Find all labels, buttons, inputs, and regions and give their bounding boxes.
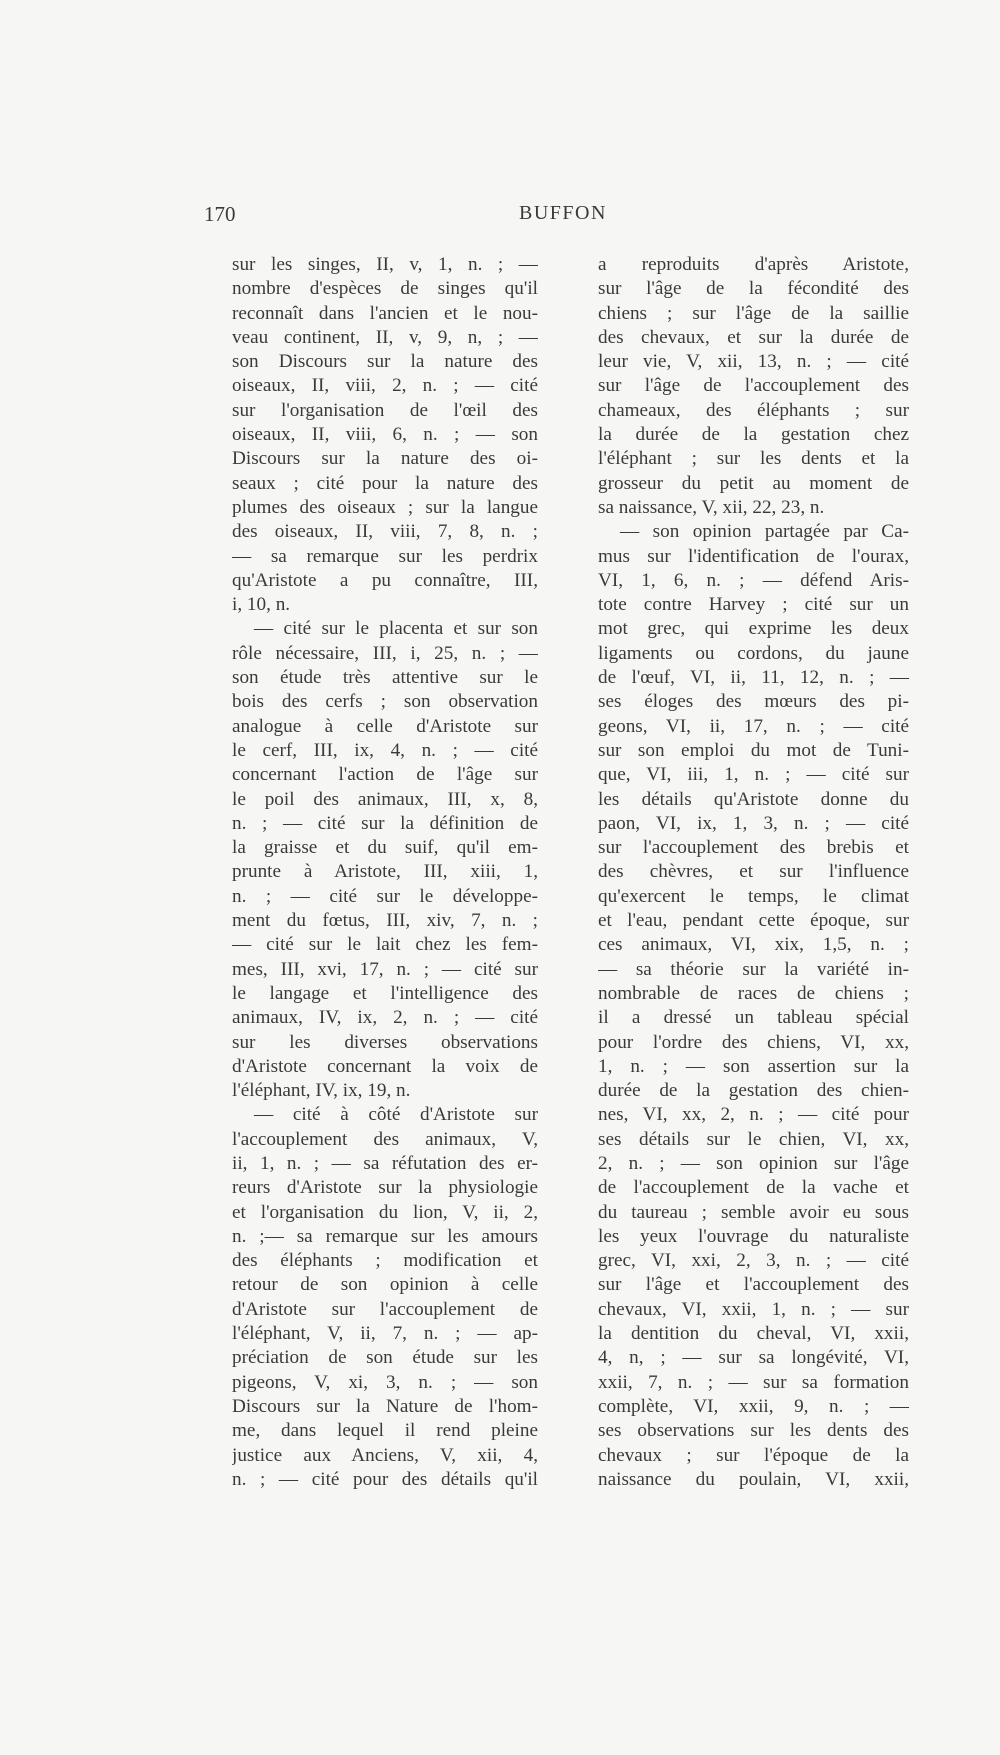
text-line: — cité sur le lait chez les fem- [232, 934, 538, 956]
text-line: mus sur l'identification de l'ourax, [598, 545, 909, 567]
running-title: BUFFON [519, 202, 607, 224]
text-line: des chevaux, et sur la durée de [598, 326, 909, 348]
text-line: geons, VI, ii, 17, n. ; — cité [598, 715, 909, 737]
text-line: les détails qu'Aristote donne du [598, 788, 909, 810]
text-line: oiseaux, II, viii, 2, n. ; — cité [232, 375, 538, 397]
left-text-column [232, 253, 538, 1492]
text-line: — son opinion partagée par Ca- [620, 521, 909, 543]
text-line: ses éloges des mœurs des pi- [598, 691, 909, 713]
text-line: durée de la gestation des chien- [598, 1080, 909, 1102]
text-line: rôle nécessaire, III, i, 25, n. ; — [232, 642, 538, 664]
text-line: concernant l'action de l'âge sur [232, 764, 538, 786]
text-line: sur l'accouplement des brebis et [598, 837, 909, 859]
text-line: n. ; — cité sur la définition de [232, 812, 538, 834]
text-line: qu'Aristote a pu connaître, III, [232, 569, 538, 591]
text-line: animaux, IV, ix, 2, n. ; — cité [232, 1007, 538, 1029]
text-line: sur l'âge de l'accouplement des [598, 375, 909, 397]
text-line: — sa remarque sur les perdrix [232, 545, 538, 567]
text-line: VI, 1, 6, n. ; — défend Aris- [598, 569, 909, 591]
text-line: reconnaît dans l'ancien et le nou- [232, 302, 538, 324]
text-line: 1, n. ; — son assertion sur la [598, 1055, 909, 1077]
text-line: des chèvres, et sur l'influence [598, 861, 909, 883]
text-line: le langage et l'intelligence des [232, 982, 538, 1004]
text-line: ligaments ou cordons, du jaune [598, 642, 909, 664]
text-line: 2, n. ; — son opinion sur l'âge [598, 1152, 909, 1174]
text-line: n. ; — cité pour des détails qu'il [232, 1468, 538, 1490]
text-line: et l'organisation du lion, V, ii, 2, [232, 1201, 538, 1223]
text-line: a reproduits d'après Aristote, [598, 254, 909, 275]
text-line: le poil des animaux, III, x, 8, [232, 788, 538, 810]
text-line: et l'eau, pendant cette époque, sur [598, 910, 909, 932]
text-line: prunte à Aristote, III, xiii, 1, [232, 861, 538, 883]
text-line: sur l'âge de la fécondité des [598, 278, 909, 300]
text-line: de l'œuf, VI, ii, 11, 12, n. ; — [598, 667, 909, 689]
page-number: 170 [204, 202, 236, 226]
right-text-column [598, 253, 909, 1492]
text-line: plumes des oiseaux ; sur la langue [232, 496, 538, 518]
text-line: seaux ; cité pour la nature des [232, 472, 538, 494]
text-line: pour l'ordre des chiens, VI, xx, [598, 1031, 909, 1053]
text-line: nombre d'espèces de singes qu'il [232, 278, 538, 300]
text-line: chevaux, VI, xxii, 1, n. ; — sur [598, 1298, 909, 1320]
text-line: i, 10, n. [232, 594, 291, 616]
text-line: que, VI, iii, 1, n. ; — cité sur [598, 764, 909, 786]
text-line: chiens ; sur l'âge de la saillie [598, 302, 909, 324]
text-line: le cerf, III, ix, 4, n. ; — cité [232, 739, 538, 761]
text-line: ses observations sur les dents des [598, 1420, 909, 1442]
text-line: justice aux Anciens, V, xii, 4, [232, 1444, 538, 1466]
text-line: du taureau ; semble avoir eu sous [598, 1201, 909, 1223]
text-line: l'éléphant ; sur les dents et la [598, 448, 909, 470]
text-line: ii, 1, n. ; — sa réfutation des er- [232, 1152, 538, 1174]
text-line: sur les singes, II, v, 1, n. ; — [232, 254, 538, 275]
text-line: nombrable de races de chiens ; [598, 982, 909, 1004]
text-line: naissance du poulain, VI, xxii, [598, 1468, 909, 1490]
text-line: reurs d'Aristote sur la physiologie [232, 1177, 538, 1199]
text-line: grosseur du petit au moment de [598, 472, 909, 494]
text-line: xxii, 7, n. ; — sur sa formation [598, 1371, 909, 1393]
text-line: — cité sur le placenta et sur son [254, 618, 538, 640]
text-line: — sa théorie sur la variété in- [598, 958, 909, 980]
text-line: 4, n, ; — sur sa longévité, VI, [598, 1347, 909, 1369]
text-line: sur les diverses observations [232, 1031, 538, 1053]
text-line: leur vie, V, xii, 13, n. ; — cité [598, 351, 909, 373]
text-line: l'accouplement des animaux, V, [232, 1128, 538, 1150]
text-line: ment du fœtus, III, xiv, 7, n. ; [232, 910, 538, 932]
text-line: retour de son opinion à celle [232, 1274, 538, 1296]
text-line: sur l'âge et l'accouplement des [598, 1274, 909, 1296]
text-line: chameaux, des éléphants ; sur [598, 399, 909, 421]
text-line: mot grec, qui exprime les deux [598, 618, 909, 640]
text-line: ces animaux, VI, xix, 1,5, n. ; [598, 934, 909, 956]
text-line: bois des cerfs ; son observation [232, 691, 538, 713]
text-line: — cité à côté d'Aristote sur [254, 1104, 538, 1126]
text-line: mes, III, xvi, 17, n. ; — cité sur [232, 958, 538, 980]
text-line: analogue à celle d'Aristote sur [232, 715, 538, 737]
text-line: les yeux l'ouvrage du naturaliste [598, 1225, 909, 1247]
text-line: de l'accouplement de la vache et [598, 1177, 909, 1199]
text-line: complète, VI, xxii, 9, n. ; — [598, 1395, 909, 1417]
text-line: sur l'organisation de l'œil des [232, 399, 538, 421]
text-line: d'Aristote sur l'accouplement de [232, 1298, 538, 1320]
text-line: des oiseaux, II, viii, 7, 8, n. ; [232, 521, 538, 543]
text-line: son Discours sur la nature des [232, 351, 538, 373]
text-line: l'éléphant, V, ii, 7, n. ; — ap- [232, 1323, 538, 1345]
text-line: nes, VI, xx, 2, n. ; — cité pour [598, 1104, 909, 1126]
text-line: d'Aristote concernant la voix de [232, 1055, 538, 1077]
text-line: tote contre Harvey ; cité sur un [598, 594, 909, 616]
text-line: pigeons, V, xi, 3, n. ; — son [232, 1371, 538, 1393]
text-line: sa naissance, V, xii, 22, 23, n. [598, 496, 825, 518]
text-line: qu'exercent le temps, le climat [598, 885, 909, 907]
text-line: n. ;— sa remarque sur les amours [232, 1225, 538, 1247]
text-line: n. ; — cité sur le développe- [232, 885, 538, 907]
text-line: sur son emploi du mot de Tuni- [598, 739, 909, 761]
text-line: des éléphants ; modification et [232, 1250, 538, 1272]
text-line: la graisse et du suif, qu'il em- [232, 837, 538, 859]
text-line: la dentition du cheval, VI, xxii, [598, 1323, 909, 1345]
text-line: Discours sur la Nature de l'hom- [232, 1395, 538, 1417]
text-line: paon, VI, ix, 1, 3, n. ; — cité [598, 812, 909, 834]
text-line: veau continent, II, v, 9, n, ; — [232, 326, 538, 348]
text-line: la durée de la gestation chez [598, 424, 909, 446]
text-line: son étude très attentive sur le [232, 667, 538, 689]
text-line: ses détails sur le chien, VI, xx, [598, 1128, 909, 1150]
text-line: l'éléphant, IV, ix, 19, n. [232, 1080, 411, 1102]
text-line: préciation de son étude sur les [232, 1347, 538, 1369]
text-line: chevaux ; sur l'époque de la [598, 1444, 909, 1466]
text-line: me, dans lequel il rend pleine [232, 1420, 538, 1442]
text-line: Discours sur la nature des oi- [232, 448, 538, 470]
text-line: oiseaux, II, viii, 6, n. ; — son [232, 424, 538, 446]
text-line: il a dressé un tableau spécial [598, 1007, 909, 1029]
page-header [204, 202, 894, 232]
text-line: grec, VI, xxi, 2, 3, n. ; — cité [598, 1250, 909, 1272]
